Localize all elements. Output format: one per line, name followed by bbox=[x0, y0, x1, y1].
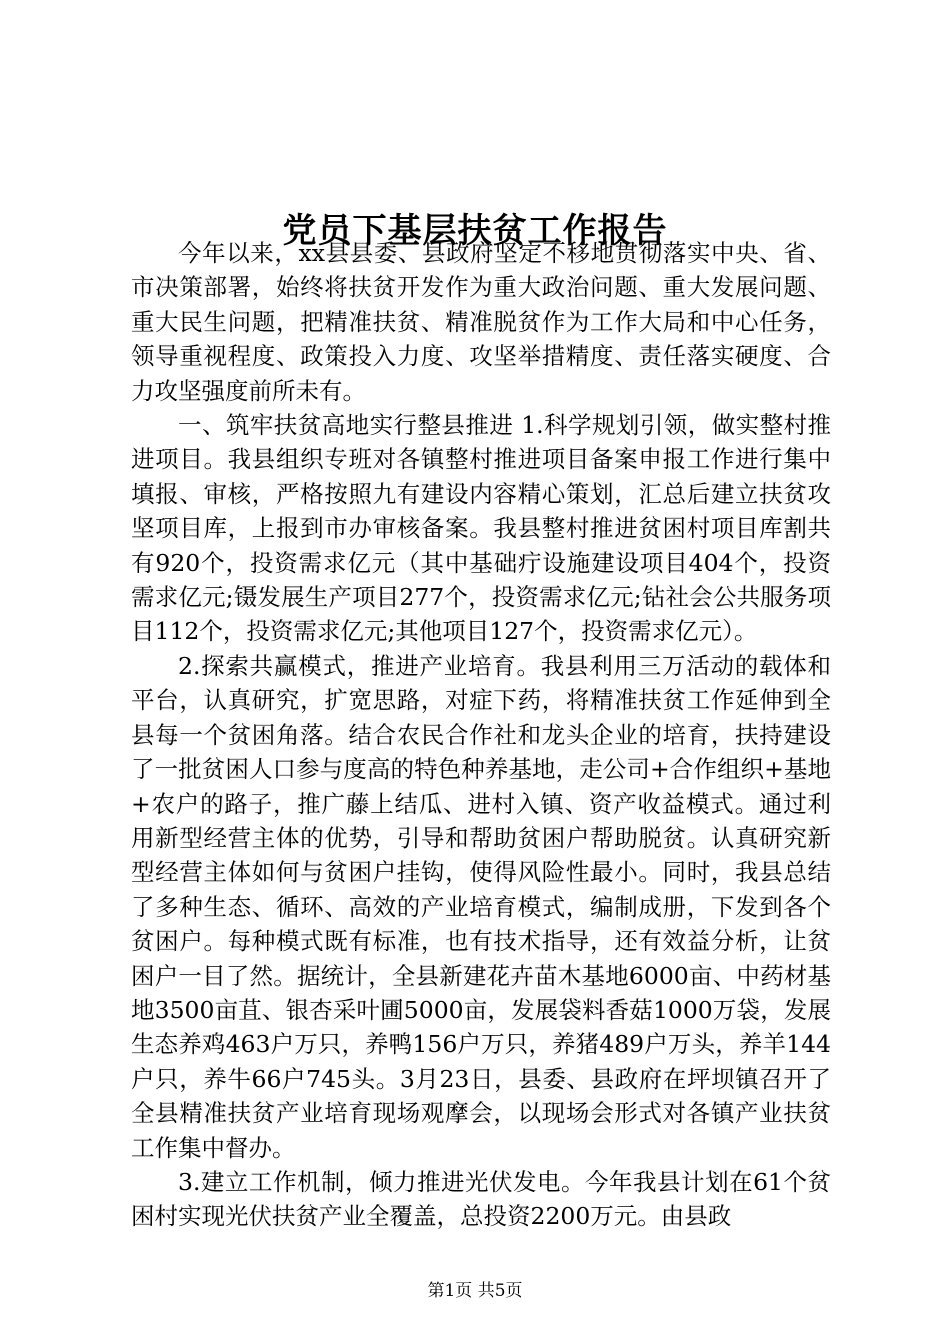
paragraph-section-1: 一、筑牢扶贫高地实行整县推进 1.科学规划引领，做实整村推进项目。我县组织专班对各镇整村推进项目备案申报工作进行集中填报、审核，严格按照九有建设内容精心策划，汇总后建立扶贫攻坚项目库，上报到市办审核备案。我县整村推进贫困村项目库割共有920个，投资需求亿元（其中基础疔设施建设项目404个，投资需求亿元;镊发展生产项目277个，投资需求亿元;钻社会公共服务项目112个，投资需求亿元;其他项目127个，投资需求亿元）。 bbox=[131, 411, 831, 646]
document-title: 党员下基层扶贫工作报告 bbox=[282, 210, 668, 251]
paragraph-intro: 今年以来，xx县县委、县政府坚定不移地贯彻落实中央、省、市决策部署，始终将扶贫开发作为重大政治问题、重大发展问题、重大民生问题，把精准扶贫、精准脱贫作为工作大局和中心任务，领导重视程度、政策投入力度、攻坚举措精度、责任落实硬度、合力攻坚强度前所未有。 bbox=[131, 239, 831, 405]
paragraph-section-2: 2.探索共赢模式，推进产业培育。我县利用三万活动的载体和平台，认真研究，扩宽思路，对症下药，将精准扶贫工作延伸到全县每一个贫困角落。结合农民合作社和龙头企业的培育，扶持建设了一批贫困人口参与度高的特色种养基地，走公司+合作组织+基地+农户的路子，推广藤上结瓜、进村入镇、资产收益模式。通过利用新型经营主体的优势，引导和帮助贫困户帮助脱贫。认真研究新型经营主体如何与贫困户挂钩，使得风险性最小。同时，我县总结了多种生态、循环、高效的产业培育模式，编制成册，下发到各个贫困户。每种模式既有标准，也有技术指导，还有效益分析，让贫困户一目了然。据统计，全县新建花卉苗木基地6000亩、中药材基地3500亩苴、银杏采叶圃5000亩，发展袋料香菇1000万袋，发展生态养鸡463户万只，养鸭156户万只，养猪489户万头，养羊144户只，养牛66户745头。3月23日，县委、县政府在坪坝镇召开了全县精准扶贫产业培育现场观摩会，以现场会形式对各镇产业扶贫工作集中督办。 bbox=[131, 651, 831, 1162]
paragraph-section-3: 3.建立工作机制，倾力推进光伏发电。今年我县计划在61个贫困村实现光伏扶贫产业全覆盖，总投资2200万元。由县政 bbox=[131, 1167, 831, 1231]
document-body bbox=[131, 236, 831, 1234]
page-number-footer: 第1页 共5页 bbox=[427, 1281, 523, 1301]
